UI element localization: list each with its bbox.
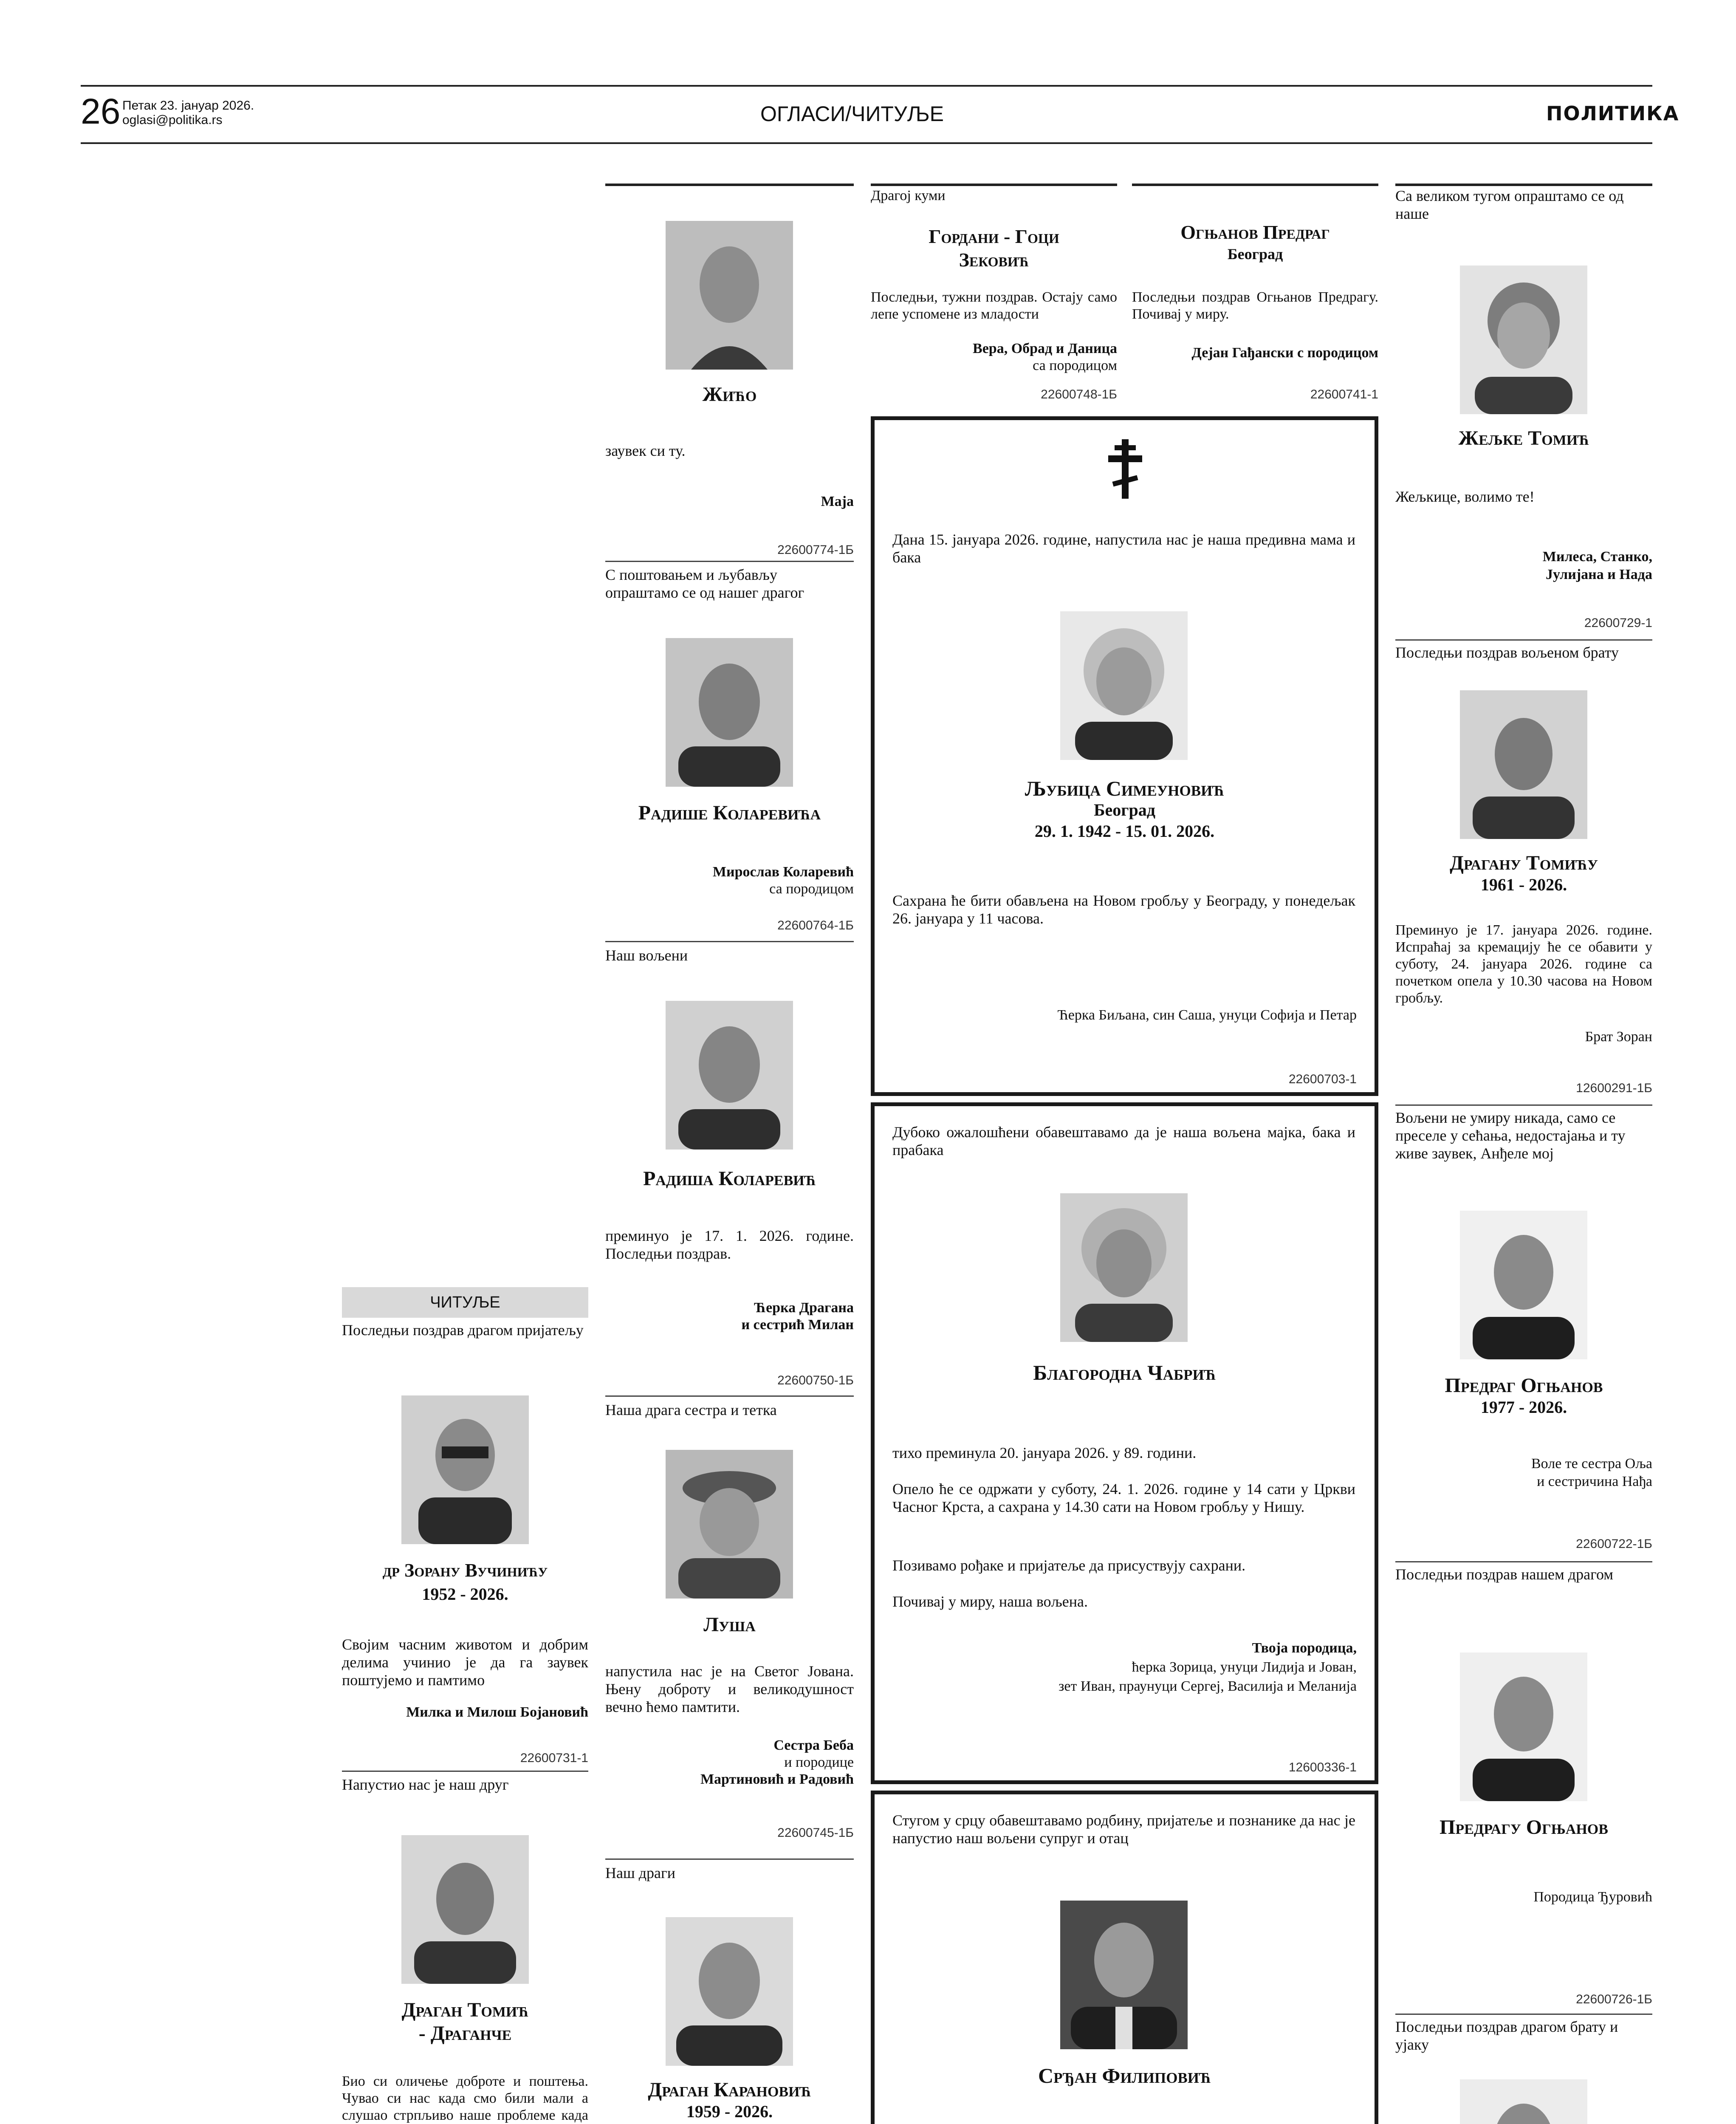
ad-intro: Последњи поздрав вољеном брату — [1395, 644, 1619, 661]
ad-divider — [605, 561, 854, 562]
ad-body-3: Позивамо рођаке и пријатеље да присуствују сахрани. — [892, 1557, 1246, 1574]
portrait-photo — [1060, 1193, 1188, 1342]
obituary-zoran-vucinic — [342, 1321, 588, 1771]
ad-intro: Стугом у срцу обавештавамо родбину, пријатеље и познанике да нас је напустио наш вољени супруг и отац — [892, 1812, 1355, 1847]
deceased-name: Предрагу Огњанов — [1440, 1816, 1608, 1839]
ad-intro: Са великом тугом опраштамо се од наше — [1395, 187, 1624, 222]
ad-top-rule — [605, 184, 854, 186]
ad-code: 22600748-1Б — [1041, 387, 1117, 401]
obituary-ognjanov-predrag-belgrade — [1132, 187, 1378, 408]
obituary-ljubica-simeunovic — [871, 416, 1378, 1096]
obituary-zico — [605, 187, 854, 559]
politika-logo: ПОЛИТИКА — [1546, 102, 1680, 125]
ad-divider — [1395, 1104, 1652, 1106]
ad-signature: Мирослав Коларевић — [712, 864, 854, 880]
ad-intro: Последњи поздрав драгом пријатељу — [342, 1322, 584, 1339]
ad-divider — [605, 1858, 854, 1860]
ad-code: 22600722-1Б — [1576, 1537, 1652, 1551]
ad-signature: Сестра Беба — [773, 1737, 854, 1753]
obituary-gordana-zekovic — [871, 187, 1117, 408]
ad-signature: Дејан Гађански с породицом — [1191, 345, 1378, 361]
deceased-name: Љубица Симеуновић — [1025, 777, 1225, 800]
ad-signature-family: са породицом — [769, 881, 854, 897]
life-years: 1952 - 2026. — [422, 1585, 508, 1604]
portrait-photo — [1460, 1652, 1587, 1801]
ad-intro: Наш вољени — [605, 947, 688, 964]
ad-body-1: тихо преминула 20. јануара 2026. у 89. години. — [892, 1444, 1197, 1461]
ad-signature: Воле те сестра Оља — [1531, 1456, 1652, 1472]
ad-signature: Ћерка Биљана, син Саша, унуци Софија и Петар — [1057, 1007, 1357, 1023]
ad-divider — [605, 1395, 854, 1397]
deceased-city: Београд — [1094, 800, 1155, 819]
ad-divider — [1395, 639, 1652, 641]
ad-signature-2: и сестричина Нађа — [1537, 1474, 1652, 1489]
ad-signature: Породица Ђуровић — [1533, 1889, 1652, 1905]
ad-body: Последњи, тужни поздрав. Остају само лепе успомене из младости — [871, 289, 1117, 322]
obituary-dragan-karanovic — [605, 1864, 854, 2124]
obituary-lusa — [605, 1401, 854, 1856]
ad-divider — [1395, 1561, 1652, 1562]
ad-code: 22600729-1 — [1584, 616, 1652, 630]
ad-code: 22600764-1Б — [777, 918, 854, 932]
obituary-predrag-ognjanov-2 — [1395, 1565, 1652, 2011]
obituaries-section-label: ЧИТУЉЕ — [342, 1287, 588, 1318]
ad-signature: Милеса, Станко, — [1542, 549, 1652, 565]
ad-signature: Брат Зоран — [1585, 1029, 1652, 1045]
life-years: 1961 - 2026. — [1480, 875, 1567, 894]
ad-intro: Наша драга сестра и тетка — [605, 1401, 777, 1418]
ad-signature-2: и сестрић Милан — [741, 1317, 854, 1333]
ad-body: Последњи поздрав Огњанов Предрагу. Почивај у миру. — [1132, 289, 1378, 322]
portrait-photo — [1060, 611, 1188, 760]
header-email: oglasi@politika.rs — [122, 113, 223, 127]
ad-code: 22600774-1Б — [777, 543, 854, 557]
ad-intro: Наш драги — [605, 1864, 676, 1881]
ad-intro: Напустио нас је наш друг — [342, 1776, 509, 1793]
ad-signature-family: са породицом — [1033, 358, 1117, 373]
portrait-photo — [1460, 266, 1587, 414]
obituary-predrag-ognjanov-3 — [1395, 2018, 1652, 2124]
deceased-name: Драгану Томићу — [1449, 852, 1598, 874]
life-dates: 29. 1. 1942 - 15. 01. 2026. — [1034, 822, 1215, 841]
ad-body: Својим часним животом и добрим делима учинио је да га заувек поштујемо и памтимо — [342, 1636, 588, 1689]
ad-signature-2: зет Иван, праунуци Сергеј, Василија и Меланија — [1059, 1678, 1357, 1694]
ad-code: 22600726-1Б — [1576, 1992, 1652, 2006]
deceased-name: Благородна Чабрић — [1033, 1361, 1216, 1384]
portrait-photo — [666, 1917, 793, 2066]
ad-body: заувек си ту. — [605, 442, 686, 459]
deceased-name: Гордани - Гоци — [929, 226, 1059, 247]
deceased-city: Београд — [1227, 246, 1283, 263]
ad-top-rule — [1132, 184, 1378, 186]
ad-body: Жељкице, волимо те! — [1395, 488, 1535, 505]
ad-code: 22600741-1 — [1310, 387, 1378, 401]
ad-signature-1: ћерка Зорица, унуци Лидија и Јован, — [1132, 1659, 1357, 1675]
ad-intro: Последњи поздрав нашем драгом — [1395, 1566, 1614, 1583]
ad-intro: Драгој куми — [871, 188, 946, 203]
deceased-name: Жићо — [702, 383, 757, 406]
ad-code: 12600291-1Б — [1576, 1081, 1652, 1095]
deceased-name: Срђан Филиповић — [1038, 2064, 1211, 2087]
deceased-nickname: - Драганче — [418, 2022, 512, 2045]
obituary-zeljka-tomic — [1395, 187, 1652, 637]
ad-body-2: Опело ће се одржати у суботу, 24. 1. 2026. године у 14 сати у Цркви Часног Крста, а сахрана у 14.30 сати на Новом гробљу у Нишу. — [892, 1480, 1355, 1515]
portrait-photo — [401, 1395, 529, 1544]
life-years: 1959 - 2026. — [686, 2102, 773, 2121]
ad-intro: С поштовањем и љубављу опраштамо се од нашег драгог — [605, 566, 804, 601]
ad-signature-2: Јулијана и Нада — [1546, 567, 1652, 582]
ad-signature-intro: Твоја породица, — [1252, 1640, 1357, 1656]
deceased-name: Радиша Коларевић — [643, 1167, 816, 1190]
ad-code: 12600336-1 — [1288, 1760, 1357, 1774]
ad-top-rule — [1395, 184, 1652, 186]
obituary-radisa-kolarevic-1 — [605, 566, 854, 939]
obituary-dragan-tomic-brother — [1395, 644, 1652, 1102]
portrait-photo — [666, 1450, 793, 1599]
ad-divider — [1395, 2014, 1652, 2015]
obituary-blagorodna-cabric — [871, 1102, 1378, 1784]
deceased-name: др Зорану Вучинићу — [382, 1560, 548, 1581]
portrait-photo — [401, 1835, 529, 1984]
deceased-name: Луша — [703, 1613, 756, 1636]
ad-signature: Ћерка Драгана — [754, 1300, 854, 1316]
section-title: ОГЛАСИ/ЧИТУЉЕ — [760, 102, 944, 126]
header-top-rule — [81, 85, 1652, 87]
ad-body-1: Био си оличење доброте и поштења. Чувао си нас када смо били мали а слушао стрпљиво наше проблеме када — [342, 2073, 588, 2123]
ad-body: Сахрана ће бити обављена на Новом гробљу у Београду, у понедељак 26. јануара у 11 часова. — [892, 892, 1355, 927]
deceased-name: Драган Томић — [401, 1999, 529, 2021]
deceased-name: Драган Карановић — [648, 2079, 811, 2101]
life-years: 1977 - 2026. — [1480, 1398, 1567, 1417]
ad-signature: Вера, Обрад и Даница — [973, 341, 1117, 356]
ad-intro: Дана 15. јануара 2026. године, напустила нас је наша предивна мама и бака — [892, 531, 1355, 566]
ad-divider — [342, 1771, 588, 1772]
deceased-name: Радише Коларевића — [638, 802, 821, 824]
deceased-surname: Зековић — [959, 249, 1029, 271]
ad-signature-3: Мартиновић и Радовић — [700, 1771, 854, 1787]
portrait-photo — [666, 221, 793, 370]
ad-intro: Последњи поздрав драгом брату и ујаку — [1395, 2018, 1618, 2053]
deceased-name: Огњанов Предраг — [1180, 221, 1330, 243]
portrait-photo — [1460, 2079, 1587, 2124]
ad-signature: Маја — [821, 494, 854, 509]
ad-code: 22600750-1Б — [777, 1373, 854, 1387]
ad-code: 22600731-1 — [520, 1751, 588, 1765]
page-number: 26 — [81, 91, 121, 131]
ad-intro: Вољени не умиру никада, само се преселе у сећања, недостајања и ту живе заувек, Анђеле мој — [1395, 1109, 1626, 1162]
ad-body: напустила нас је на Светог Јована. Њену доброту и великодушност вечно ћемо памтити. — [605, 1663, 854, 1715]
portrait-photo — [1460, 1211, 1587, 1359]
ad-intro: Дубоко ожалошћени обавештавамо да је наша вољена мајка, бака и прабака — [892, 1124, 1355, 1158]
ad-body: преминуо је 17. 1. 2026. године. Последњи поздрав. — [605, 1227, 854, 1262]
ad-body-4: Почивај у миру, наша вољена. — [892, 1593, 1088, 1610]
deceased-name: Предраг Огњанов — [1445, 1374, 1603, 1397]
ad-code: 22600745-1Б — [777, 1826, 854, 1840]
obituary-predrag-ognjanov-1 — [1395, 1109, 1652, 1559]
portrait-photo — [1060, 1901, 1188, 2049]
deceased-name: Жељке Томић — [1458, 427, 1589, 449]
obituary-dragan-tomic — [342, 1776, 588, 2124]
ad-body: Преминуо је 17. јануара 2026. године. Испраћај за кремацију ће се обавити у суботу, 24. јануара 2026. године са почетком опела у 10.30 часова на Новом гробљу. — [1395, 922, 1652, 1006]
portrait-photo — [666, 638, 793, 787]
ad-top-rule — [871, 184, 1117, 186]
ad-signature: Милка и Милош Бојановић — [406, 1704, 588, 1720]
ad-code: 22600703-1 — [1288, 1072, 1357, 1086]
header-date: Петак 23. јануар 2026. — [122, 99, 254, 113]
obituary-radisa-kolarevic-2 — [605, 946, 854, 1393]
ad-divider — [605, 941, 854, 942]
orthodox-cross-icon — [1104, 439, 1146, 499]
ad-signature-2: и породице — [784, 1754, 854, 1770]
header-bottom-rule — [81, 142, 1652, 144]
portrait-photo — [666, 1001, 793, 1150]
portrait-photo — [1460, 690, 1587, 839]
obituary-srdjan-filipovic — [871, 1791, 1378, 2124]
